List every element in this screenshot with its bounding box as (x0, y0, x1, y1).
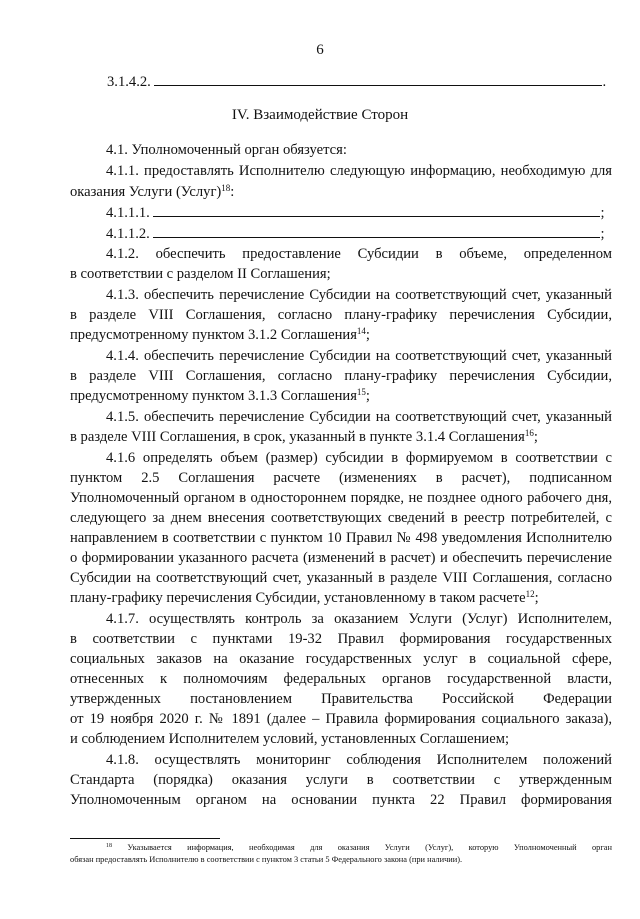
para-4-1-7-line5: утвержденных постановлением Правительства Российской Федерации (70, 691, 612, 707)
para-4-1-7-line6: от 19 ноября 2020 г. № 1891 (далее – Правила формирования социального заказа), (70, 711, 612, 727)
footnote-line2: обязан предоставлять Исполнителю в соответствии с пунктом 3 статьи 5 Федерального закона (при наличии). (70, 855, 463, 864)
para-4-1-6-line7: Субсидии на соответствующий счет, указанный в разделе VIII Соглашения, согласно (70, 570, 612, 586)
footnote-ref: 18 (221, 183, 231, 193)
para-4-1-6-line1: 4.1.6 определять объем (размер) субсидии в формируемом в соответствии с (106, 450, 612, 466)
footnote-ref: 15 (356, 387, 366, 397)
item-4-1-1-1: 4.1.1.1. ; (106, 205, 605, 221)
footnote-ref: 16 (524, 428, 534, 438)
para-4-1-6-line3: Уполномоченный органом в одностороннем порядке, не позднее одного рабочего дня, (70, 490, 612, 506)
para-4-1-6-line5: направлением в соответствии с пунктом 10 Правил № 498 уведомления Исполнителю (70, 530, 612, 546)
para-4-1-6-line6: о формировании указанного расчета (изменений в расчет) и обеспечить перечисление (70, 550, 612, 566)
para-4-1-2-line1: 4.1.2. обеспечить предоставление Субсидии в объеме, определенном (106, 246, 612, 262)
para-4-1-6-line2: пунктом 2.5 Соглашения расчете (изменениях в расчет), подписанном (70, 470, 612, 486)
para-4-1-4-line3: предусмотренному пунктом 3.1.3 Соглашения$^{15}$; (70, 387, 370, 404)
para-4-1-8-line2: Стандарта (порядка) оказания услуги в соответствии с утвержденным (70, 772, 612, 788)
footnote-ref: 12 (525, 589, 535, 599)
fill-in-blank (153, 225, 600, 238)
para-4-1-1-line1: 4.1.1. предоставлять Исполнителю следующую информацию, необходимую для (106, 163, 612, 179)
para-4-1-6-line4: следующего за днем внесения соответствующих сведений в реестр потребителей, с (70, 510, 612, 526)
para-4-1-7-line2: в соответствии с пунктами 19-32 Правил формирования государственных (70, 631, 612, 647)
para-4-1-5-line1: 4.1.5. обеспечить перечисление Субсидии на соответствующий счет, указанный (106, 409, 612, 425)
section-title: IV. Взаимодействие Сторон (231, 107, 409, 123)
para-4-1-4-line1: 4.1.4. обеспечить перечисление Субсидии на соответствующий счет, указанный (106, 348, 612, 364)
para-4-1-7-line1: 4.1.7. осуществлять контроль за оказанием Услуги (Услуг) Исполнителем, (106, 611, 612, 627)
para-4-1-3-line3: предусмотренному пунктом 3.1.2 Соглашения$^{14}$; (70, 326, 370, 343)
para-4-1-3-line2: в разделе VIII Соглашения, согласно плану-графику перечисления Субсидии, (70, 307, 612, 323)
para-4-1-5-line2: в разделе VIII Соглашения, в срок, указанный в пункте 3.1.4 Соглашения$^{16}$; (70, 428, 538, 445)
footnote-ref: 14 (356, 326, 366, 336)
para-4-1-2-line2: в соответствии с разделом II Соглашения; (70, 266, 331, 282)
para-4-1-7-line4: отнесенных к полномочиям федеральных органов государственной власти, (70, 671, 612, 687)
para-4-1-7-line7: и соблюдением Исполнителем условий, установленных Соглашением; (70, 731, 509, 747)
para-4-1-4-line2: в разделе VIII Соглашения, согласно плану-графику перечисления Субсидии, (70, 368, 612, 384)
fill-in-blank (153, 204, 600, 217)
para-4-1-8-line3: Уполномоченным органом на основании пункта 22 Правил формирования (70, 792, 612, 808)
para-4-1-3-line1: 4.1.3. обеспечить перечисление Субсидии на соответствующий счет, указанный (106, 287, 612, 303)
page-number: 6 (316, 42, 324, 58)
para-4-1-1-line2: оказания Услуги (Услуг)$^{18}$: (70, 183, 235, 200)
para-4-1-7-line3: социальных заказов на оказание государственных услуг в социальной сфере, (70, 651, 612, 667)
para-4-1-6-line8: плану-графику перечисления Субсидии, установленному в таком расчете$^{12}$; (70, 589, 539, 606)
footnote-line1: $^{18}$ Указывается информация, необходимая для оказания Услуги (Услуг), которую Уполномоченный орган (106, 843, 612, 852)
para-4-1-8-line1: 4.1.8. осуществлять мониторинг соблюдения Исполнителем положений (106, 752, 612, 768)
para-4-1: 4.1. Уполномоченный орган обязуется: (106, 142, 347, 158)
fill-in-blank (154, 73, 602, 86)
footnote-divider (70, 838, 220, 839)
item-3-1-4-2: 3.1.4.2. . (107, 74, 607, 90)
item-4-1-1-2: 4.1.1.2. ; (106, 226, 605, 242)
